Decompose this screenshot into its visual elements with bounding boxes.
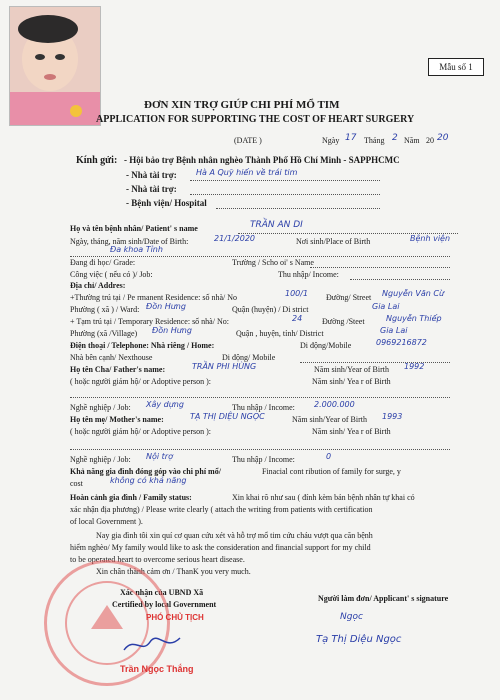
father-job-label: Nghề nghiệp / Job:: [70, 403, 131, 412]
patient-pob-value: Bệnh viện: [410, 234, 451, 243]
month-value: 2: [392, 133, 398, 143]
year-prefix: 20: [426, 136, 434, 145]
patient-photo: [9, 6, 101, 126]
thanks-text: Xin chân thành cảm ơn / ThanK you very much.: [96, 567, 251, 576]
neighbor-label: Nhà bên cạnh/ Nexthouse: [70, 353, 153, 362]
father-name-value: TRẦN PHI HÙNG: [192, 362, 257, 371]
grade-label: Đang đi học/ Grade:: [70, 258, 136, 267]
patient-name-value: TRẦN AN DI: [250, 220, 303, 230]
status-text-1: Xin khai rõ như sau ( đính kèm bản bệnh nhân tự khai có: [232, 493, 415, 502]
temp-street: Nguyễn Thiếp: [386, 314, 442, 323]
ability-label: Khả năng gia đình đóng góp vào chi phí mổ/: [70, 467, 221, 476]
day-label: Ngày: [322, 136, 340, 145]
phone-label: Điện thoại / Telephone: Nhà riêng / Home:: [70, 341, 215, 350]
father-name-label: Họ tên Cha/ Father's name:: [70, 365, 166, 374]
patient-dob-value: 21/1/2020: [214, 234, 256, 243]
mobile-label: Di động/Mobile: [300, 341, 352, 350]
mother-job-label: Nghề nghiệp / Job:: [70, 455, 131, 464]
mother-birth-value: 1993: [382, 412, 403, 421]
perm-label: +Thường trú tại / Pe rmanent Residence: số nhà/ No: [70, 293, 238, 302]
mother-name-label: Họ tên mẹ/ Mother's name:: [70, 415, 164, 424]
father-job-value: Xây dựng: [146, 400, 184, 409]
baby-photo-image: [10, 7, 100, 125]
mother-birth-label: Năm sinh/Year of Birth: [292, 415, 367, 424]
patient-pob-label: Nơi sinh/Place of Birth: [296, 237, 371, 246]
father-guardian-label: ( hoặc người giám hộ/ or Adoptive person ):: [70, 377, 211, 386]
title-en: APPLICATION FOR SUPPORTING THE COST OF HEART SURGERY: [96, 114, 415, 125]
applicant-label: Người làm đơn/ Applicant' s signature: [318, 594, 449, 603]
year-value: 20: [437, 133, 449, 143]
perm-street-label: Đường/ Street: [326, 293, 372, 302]
hospital-label: - Bệnh viện/ Hospital: [126, 198, 207, 208]
ability-value: không có khả năng: [110, 476, 187, 485]
perm-no: 100/1: [285, 289, 309, 298]
ability-label-en: Finacial cont ribution of family for surge, y: [262, 467, 401, 476]
patient-name-label: Họ và tên bệnh nhân/ Patient' s name: [70, 224, 198, 233]
ability-cont: cost: [70, 479, 83, 488]
day-value: 17: [345, 133, 357, 143]
temp-no: 24: [292, 314, 303, 323]
gov-label-2: Certified by local Government: [112, 600, 217, 609]
request-line-1: Nay gia đình tôi xin quí cơ quan cứu xét và hỗ trợ mổ tim cứu cháu vượt qua căn bệnh: [96, 531, 373, 540]
date-label: (DATE ): [234, 136, 262, 145]
applicant-signature: Ngọc: [340, 612, 363, 622]
neighbor-mobile-label: Di động/ Mobile: [222, 353, 276, 362]
year-label: Năm: [404, 136, 420, 145]
status-text-3: of local Government ).: [70, 517, 143, 526]
request-line-3: to be operated heart to overcome serious heart disease.: [70, 555, 245, 564]
address-heading: Địa chỉ/ Addres:: [70, 281, 126, 290]
request-line-2: hiểm nghèo/ My family would like to ask the consideration and financial support for my child: [70, 543, 371, 552]
applicant-name: Tạ Thị Diệu Ngọc: [316, 634, 402, 645]
status-label: Hoàn cảnh gia đình / Family status:: [70, 493, 192, 502]
temp-label: + Tạm trú tại / Temporary Residence: số nhà/ No:: [70, 317, 229, 326]
temp-street-label: Đường /Steet: [322, 317, 365, 326]
gov-label-1: Xác nhận của UBND Xã: [120, 588, 204, 597]
patient-dob-label: Ngày, tháng, năm sinh/Date of Birth:: [70, 237, 189, 246]
mother-income-label: Thu nhập / Income:: [232, 455, 295, 464]
father-income-value: 2.000.000: [314, 400, 355, 409]
school-label: Trường / Scho oi' s Name: [232, 258, 314, 267]
donor2-label: - Nhà tài trợ:: [126, 184, 177, 194]
mother-guardian-label: ( hoặc người giám hộ/ or Adoptive person ):: [70, 427, 211, 436]
addressee-to: - Hội bảo trợ Bệnh nhân nghèo Thành Phố Hồ Chí Minh - SAPPHCMC: [124, 155, 400, 165]
mother-guardian-birth-label: Năm sinh/ Yea r of Birth: [312, 427, 391, 436]
temp-district: Gia Lai: [380, 326, 408, 335]
stamp-title: PHÓ CHỦ TỊCH: [146, 613, 204, 622]
status-text-2: xác nhận địa phương) / Please write clearly ( attach the writing from patients with certification: [70, 505, 373, 514]
addressee-label: Kính gửi:: [76, 155, 118, 166]
form-number: Mẫu số 1: [428, 58, 484, 76]
official-signature: [120, 632, 190, 658]
mother-job-value: Nội trợ: [146, 452, 173, 461]
temp-ward-label: Phường (xã /Village): [70, 329, 138, 338]
mother-income-value: 0: [326, 452, 332, 461]
title-vi: ĐƠN XIN TRỢ GIÚP CHI PHÍ MỔ TIM: [144, 99, 340, 111]
father-income-label: Thu nhập / Income:: [232, 403, 295, 412]
perm-district-label: Quận (huyện) / Di strict: [232, 305, 309, 314]
perm-ward-label: Phường ( xã ) / Ward:: [70, 305, 140, 314]
perm-ward: Đồn Hưng: [146, 302, 186, 311]
patient-pob-value-2: Đa khoa Tỉnh: [110, 245, 163, 254]
stamp-name: Trần Ngọc Thắng: [120, 664, 194, 674]
temp-district-label: Quận , huyện, tỉnh/ District: [236, 329, 324, 338]
patient-income-label: Thu nhập/ Income:: [278, 270, 339, 279]
father-birth-label: Năm sinh/Year of Birth: [314, 365, 389, 374]
perm-district: Gia Lai: [372, 302, 400, 311]
father-guardian-birth-label: Năm sinh/ Yea r of Birth: [312, 377, 391, 386]
father-birth-value: 1992: [404, 362, 425, 371]
month-label: Tháng: [364, 136, 385, 145]
temp-ward: Đồn Hưng: [152, 326, 192, 335]
perm-street: Nguyễn Văn Cừ: [382, 289, 445, 298]
mother-name-value: TẠ THỊ DIỆU NGỌC: [190, 412, 265, 421]
mobile-value: 0969216872: [376, 338, 427, 347]
donor1-value: Hà A Quỹ hiến về trái tim: [196, 168, 298, 177]
patient-job-label: Công việc ( nếu có )/ Job:: [70, 270, 153, 279]
donor1-label: - Nhà tài trợ:: [126, 170, 177, 180]
